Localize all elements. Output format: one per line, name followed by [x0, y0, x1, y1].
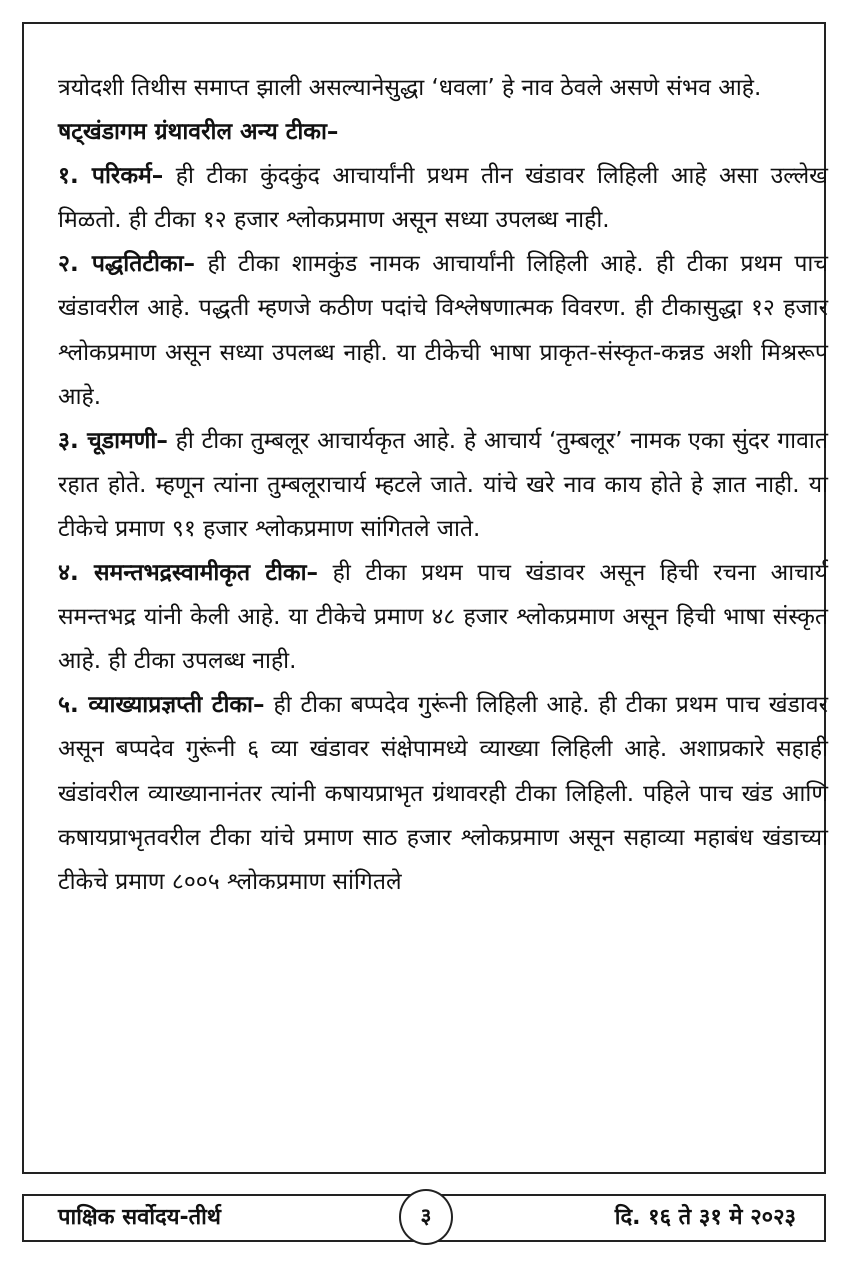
item-text: ही टीका शामकुंड नामक आचार्यांनी लिहिली आहे. ही टीका प्रथम पाच खंडावरील आहे. पद्धती म्हणजे कठीण पदांचे विश्लेषणात्मक विवरण. ही टीकासुद्धा १२ हजार श्लोकप्रमाण असून सध्या उपलब्ध नाही. या टीकेची भाषा प्राकृत-संस्कृत-कन्नड अशी मिश्ररूप आहे. — [58, 251, 828, 410]
section-heading — [58, 110, 828, 154]
content-frame — [22, 22, 829, 1174]
article-body — [58, 66, 828, 904]
item-title: ३. चूडामणी– — [58, 427, 168, 454]
item-text: ही टीका प्रथम पाच खंडावर असून हिची रचना आचार्य समन्तभद्र यांनी केली आहे. या टीकेचे प्रमाण ४८ हजार श्लोकप्रमाण असून हिची भाषा संस्कृत आहे. ही टीका उपलब्ध नाही. — [58, 560, 828, 675]
paragraph-intro: त्रयोदशी तिथीस समाप्त झाली असल्यानेसुद्धा ‘धवला’ हे नाव ठेवले असणे संभव आहे. — [58, 75, 762, 101]
page-footer — [22, 1194, 826, 1242]
item-paddhatitika — [58, 242, 828, 418]
section-heading-text: षट्खंडागम ग्रंथावरील अन्य टीका– — [58, 119, 339, 146]
item-title: १. परिकर्म– — [58, 163, 164, 190]
page-number: ३ — [399, 1189, 453, 1245]
item-parikarma — [58, 154, 828, 242]
item-vyakhyapragnapti — [58, 683, 828, 903]
item-text: ही टीका बप्पदेव गुरूंनी लिहिली आहे. ही टीका प्रथम पाच खंडावर असून बप्पदेव गुरूंनी ६ व्या खंडावर संक्षेपामध्ये व्याख्या लिहिली आहे. अशाप्रकारे सहाही खंडांवरील व्याख्यानानंतर त्यांनी कषायप्राभृत ग्रंथावरही टीका लिहिली. पहिले पाच खंड आणि कषायप्राभृतवरील टीका यांचे प्रमाण साठ हजार श्लोकप्रमाण असून सहाव्या महाबंध खंडाच्या टीकेचे प्रमाण ८००५ श्लोकप्रमाण सांगितले — [58, 692, 829, 895]
publication-name: पाक्षिक सर्वोदय-तीर्थ — [58, 1205, 221, 1230]
item-title: ५. व्याख्याप्रज्ञप्ती टीका– — [58, 692, 265, 719]
item-title: ४. समन्तभद्रस्वामीकृत टीका– — [58, 560, 319, 587]
issue-date: दि. १६ ते ३१ मे २०२३ — [614, 1205, 796, 1230]
item-text: ही टीका तुम्बलूर आचार्यकृत आहे. हे आचार्य ‘तुम्बलूर’ नामक एका सुंदर गावात रहात होते. म्हणून त्यांना तुम्बलूराचार्य म्हटले जाते. यांचे खरे नाव काय होते हे ज्ञात नाही. या टीकेचे प्रमाण ९१ हजार श्लोकप्रमाण सांगितले जाते. — [58, 427, 828, 542]
item-text: ही टीका कुंदकुंद आचार्यांनी प्रथम तीन खंडावर लिहिली आहे असा उल्लेख मिळतो. ही टीका १२ हजार श्लोकप्रमाण असून सध्या उपलब्ध नाही. — [58, 163, 828, 234]
item-title: २. पद्धतिटीका– — [58, 251, 196, 278]
item-chudamani — [58, 419, 828, 551]
item-samantabhadra — [58, 551, 828, 683]
